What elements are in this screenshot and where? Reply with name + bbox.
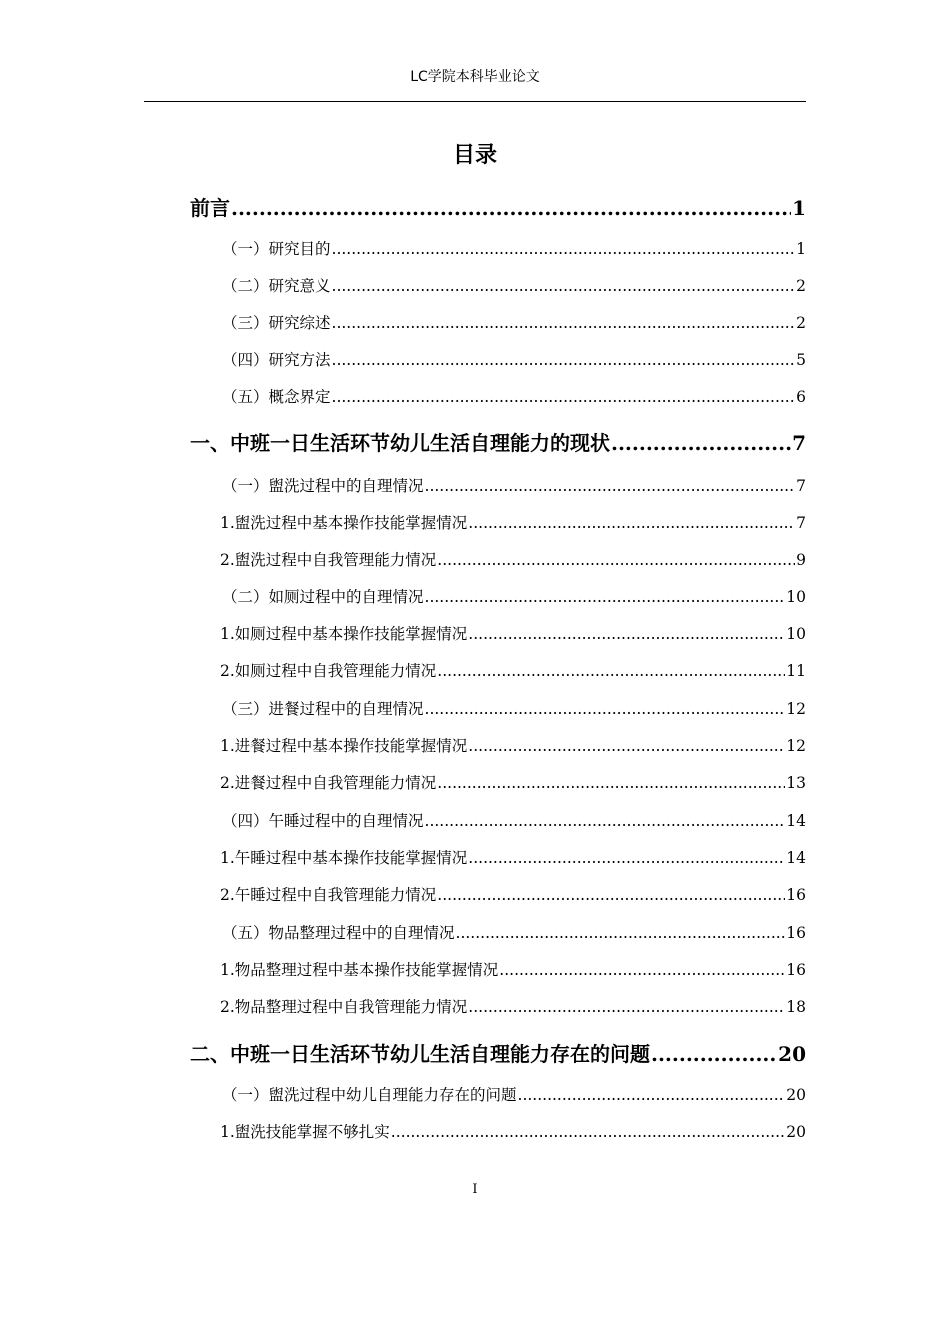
toc-entry-page: 18 (786, 998, 806, 1016)
toc-entry-title: 一、中班一日生活环节幼儿生活自理能力的现状 (190, 431, 610, 455)
toc-entry-page: 6 (796, 388, 806, 406)
toc-entry-title: 2.进餐过程中自我管理能力情况 (220, 774, 437, 792)
toc-dot-leader (468, 734, 785, 758)
toc-entry-title: 1.物品整理过程中基本操作技能掌握情况 (220, 961, 499, 979)
toc-entry-page: 7 (792, 431, 806, 455)
toc-dot-leader (332, 237, 796, 261)
toc-entry-title: （三）研究综述 (222, 314, 331, 332)
toc-entry-page: 12 (786, 737, 806, 755)
toc-entry-page: 16 (786, 924, 806, 942)
toc-entry[interactable] (220, 771, 806, 795)
toc-entry-title: 2.物品整理过程中自我管理能力情况 (220, 998, 468, 1016)
toc-entry-page: 20 (786, 1123, 806, 1141)
toc-dot-leader (391, 1120, 785, 1144)
toc-dot-leader (611, 428, 791, 458)
toc-dot-leader (468, 846, 785, 870)
toc-entry-page: 1 (792, 196, 806, 220)
toc-dot-leader (231, 193, 791, 223)
toc-entry-title: （五）物品整理过程中的自理情况 (222, 924, 455, 942)
toc-entry-page: 5 (796, 351, 806, 369)
running-header: LC学院本科毕业论文 (410, 69, 540, 85)
toc-entry-page: 20 (778, 1042, 806, 1066)
toc-entry-page: 20 (786, 1086, 806, 1104)
toc-entry-title: （三）进餐过程中的自理情况 (222, 700, 424, 718)
toc-entry-page: 16 (786, 961, 806, 979)
toc-dot-leader (468, 622, 785, 646)
toc-entry[interactable] (220, 846, 806, 870)
toc-entry-page: 2 (796, 314, 806, 332)
toc-dot-leader (332, 385, 796, 409)
toc-entry-title: 1.进餐过程中基本操作技能掌握情况 (220, 737, 468, 755)
toc-entry-title: 2.盥洗过程中自我管理能力情况 (220, 551, 437, 569)
toc-entry-title: （四）研究方法 (222, 351, 331, 369)
toc-entry[interactable] (220, 734, 806, 758)
toc-entry-title: 2.如厕过程中自我管理能力情况 (220, 662, 437, 680)
toc-entry-page: 14 (786, 849, 806, 867)
toc-entry-title: 1.盥洗过程中基本操作技能掌握情况 (220, 514, 468, 532)
toc-entry[interactable] (222, 474, 806, 498)
toc-dot-leader (468, 511, 795, 535)
toc-entry[interactable] (222, 1083, 806, 1107)
toc-entry-page: 16 (786, 886, 806, 904)
toc-dot-leader (425, 809, 786, 833)
toc-entry-title: （一）研究目的 (222, 240, 331, 258)
toc-entry-page: 14 (786, 812, 806, 830)
toc-dot-leader (437, 883, 785, 907)
toc-dot-leader (468, 995, 785, 1019)
toc-entry[interactable] (220, 548, 806, 572)
toc-entry-page: 10 (786, 625, 806, 643)
toc-entry-title: 1.如厕过程中基本操作技能掌握情况 (220, 625, 468, 643)
header-rule (144, 101, 806, 102)
toc-dot-leader (332, 311, 796, 335)
toc-entry-title: （五）概念界定 (222, 388, 331, 406)
toc-entry-page: 11 (786, 662, 806, 680)
toc-entry[interactable] (222, 237, 806, 261)
toc-dot-leader (456, 921, 786, 945)
toc-dot-leader (332, 274, 796, 298)
toc-dot-leader (437, 548, 795, 572)
page-number: I (472, 1182, 478, 1197)
toc-dot-leader (425, 697, 786, 721)
toc-entry-page: 1 (796, 240, 806, 258)
toc-dot-leader (437, 659, 785, 683)
toc-entry-page: 2 (796, 277, 806, 295)
toc-entry[interactable] (190, 1039, 806, 1069)
toc-entry-page: 9 (796, 551, 806, 569)
toc-entry-page: 13 (786, 774, 806, 792)
toc-entry[interactable] (222, 809, 806, 833)
toc-entry[interactable] (222, 585, 806, 609)
toc-entry[interactable] (220, 1120, 806, 1144)
toc-entry[interactable] (220, 958, 806, 982)
toc-entry[interactable] (222, 385, 806, 409)
toc-entry-title: （四）午睡过程中的自理情况 (222, 812, 424, 830)
toc-entry-title: （一）盥洗过程中的自理情况 (222, 477, 424, 495)
toc-entry-title: （一）盥洗过程中幼儿自理能力存在的问题 (222, 1086, 517, 1104)
toc-entry[interactable] (222, 921, 806, 945)
toc-entry-page: 7 (796, 477, 806, 495)
toc-dot-leader (332, 348, 796, 372)
toc-entry-title: 二、中班一日生活环节幼儿生活自理能力存在的问题 (190, 1042, 650, 1066)
toc-entry[interactable] (220, 883, 806, 907)
toc-title: 目录 (452, 143, 497, 168)
toc-dot-leader (499, 958, 785, 982)
toc-entry-title: 前言 (190, 196, 230, 220)
toc-entry[interactable] (222, 311, 806, 335)
toc-entry[interactable] (222, 274, 806, 298)
toc-entry-title: 1.午睡过程中基本操作技能掌握情况 (220, 849, 468, 867)
toc-entry-title: （二）如厕过程中的自理情况 (222, 588, 424, 606)
toc-dot-leader (651, 1039, 777, 1069)
toc-entry-page: 12 (786, 700, 806, 718)
toc-entry[interactable] (222, 348, 806, 372)
toc-entry-page: 7 (796, 514, 806, 532)
toc-entry[interactable] (220, 659, 806, 683)
toc-entry[interactable] (190, 428, 806, 458)
toc-dot-leader (425, 585, 786, 609)
toc-dot-leader (518, 1083, 786, 1107)
toc-entry-title: 2.午睡过程中自我管理能力情况 (220, 886, 437, 904)
toc-entry[interactable] (190, 193, 806, 223)
toc-entry[interactable] (220, 995, 806, 1019)
toc-dot-leader (425, 474, 796, 498)
toc-entry-page: 10 (786, 588, 806, 606)
toc-entry-title: （二）研究意义 (222, 277, 331, 295)
toc-dot-leader (437, 771, 785, 795)
toc-entry[interactable] (220, 511, 806, 535)
toc-entry-title: 1.盥洗技能掌握不够扎实 (220, 1123, 390, 1141)
toc-entry[interactable] (220, 622, 806, 646)
toc-entry[interactable] (222, 697, 806, 721)
